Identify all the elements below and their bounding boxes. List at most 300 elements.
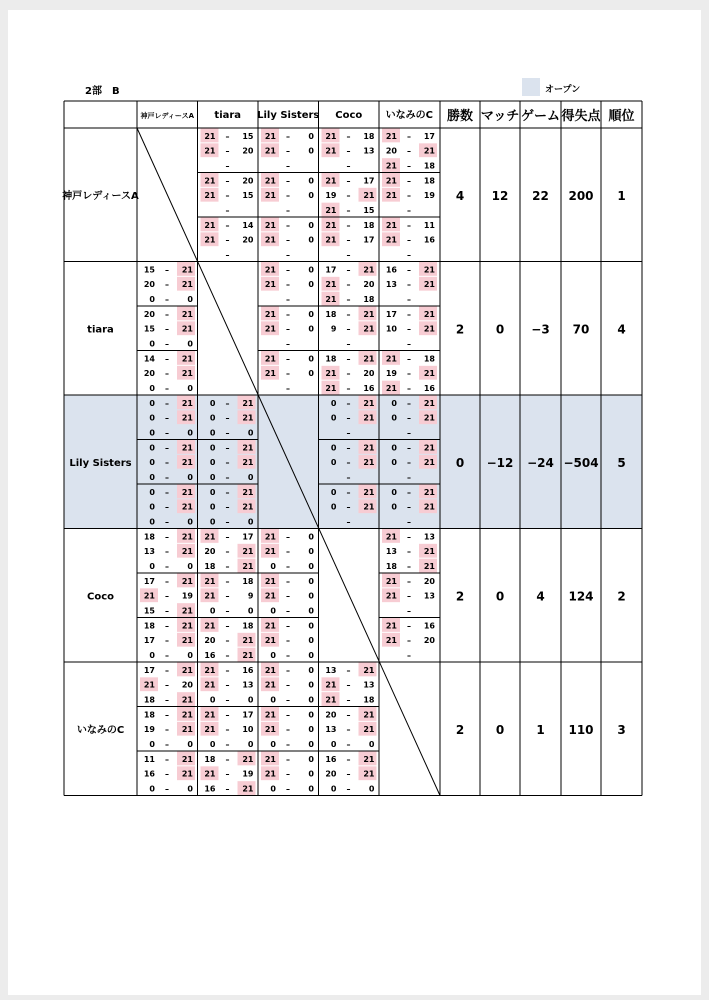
score-left: 17 xyxy=(143,665,155,675)
score-dash: – xyxy=(286,739,290,749)
stat-value: 0 xyxy=(495,322,505,337)
score-left: 20 xyxy=(204,547,216,557)
score-left: 9 xyxy=(330,324,337,334)
score-left: 21 xyxy=(325,280,337,290)
score-dash: – xyxy=(165,606,169,616)
score-right: 0 xyxy=(187,294,193,304)
score-dash: – xyxy=(286,769,290,779)
score-left: 21 xyxy=(264,532,276,542)
summary-header: 順位 xyxy=(608,109,635,124)
score-right: 21 xyxy=(242,547,254,557)
column-header: Lily Sisters xyxy=(257,110,320,121)
score-left: 0 xyxy=(391,487,397,497)
score-right: 21 xyxy=(181,398,193,408)
score-dash: – xyxy=(165,576,169,586)
score-right: 19 xyxy=(242,769,254,779)
score-left: 21 xyxy=(264,191,276,201)
stat-value: −504 xyxy=(563,455,599,470)
score-left: 19 xyxy=(143,725,155,735)
score-dash: – xyxy=(286,354,290,364)
score-dash: – xyxy=(286,205,290,215)
score-dash: – xyxy=(407,502,411,512)
score-dash: – xyxy=(286,695,290,705)
summary-header: 得失点 xyxy=(561,109,601,124)
score-left: 21 xyxy=(325,369,337,379)
score-dash: – xyxy=(286,339,290,349)
score-right: 13 xyxy=(363,680,375,690)
score-dash: – xyxy=(346,191,351,201)
score-dash: – xyxy=(225,161,230,171)
score-right: 21 xyxy=(363,502,375,512)
score-left: 21 xyxy=(204,146,216,156)
score-dash: – xyxy=(165,443,169,453)
score-dash: – xyxy=(407,354,411,364)
score-right: 0 xyxy=(308,754,314,764)
score-right: 21 xyxy=(423,413,435,423)
score-right: 21 xyxy=(181,354,193,364)
score-right: 21 xyxy=(181,606,193,616)
score-right: 9 xyxy=(247,591,254,601)
score-dash: – xyxy=(346,428,351,438)
score-dash: – xyxy=(407,205,411,215)
score-dash: – xyxy=(225,502,230,512)
score-dash: – xyxy=(286,710,290,720)
score-left: 16 xyxy=(204,650,216,660)
score-left: 21 xyxy=(204,621,216,631)
score-left: 20 xyxy=(143,309,155,319)
score-left: 0 xyxy=(330,739,337,749)
score-left: 20 xyxy=(385,146,397,156)
score-right: 0 xyxy=(308,680,314,690)
score-dash: – xyxy=(286,161,290,171)
score-dash: – xyxy=(407,383,411,393)
score-left: 21 xyxy=(264,725,276,735)
score-right: 20 xyxy=(363,369,375,379)
score-right: 0 xyxy=(308,547,314,557)
score-dash: – xyxy=(407,443,411,453)
score-dash: – xyxy=(346,383,351,393)
score-right: 21 xyxy=(242,443,254,453)
score-dash: – xyxy=(225,443,230,453)
score-left: 0 xyxy=(209,487,216,497)
score-right: 0 xyxy=(308,665,314,675)
score-left: 0 xyxy=(391,443,397,453)
score-right: 21 xyxy=(181,532,193,542)
score-left: 18 xyxy=(143,532,155,542)
score-left: 21 xyxy=(385,354,397,364)
score-right: 18 xyxy=(363,695,375,705)
score-right: 18 xyxy=(423,176,435,186)
column-header: Coco xyxy=(335,110,363,121)
score-right: 0 xyxy=(187,383,193,393)
score-left: 21 xyxy=(264,354,276,364)
score-dash: – xyxy=(407,191,411,201)
score-left: 21 xyxy=(325,146,337,156)
score-left: 21 xyxy=(204,665,216,675)
score-right: 21 xyxy=(181,487,193,497)
score-dash: – xyxy=(407,176,411,186)
score-dash: – xyxy=(346,176,351,186)
score-left: 21 xyxy=(264,665,276,675)
score-dash: – xyxy=(407,309,411,319)
score-left: 21 xyxy=(143,591,155,601)
score-right: 15 xyxy=(242,191,254,201)
score-left: 21 xyxy=(204,710,216,720)
score-left: 21 xyxy=(264,265,276,275)
score-right: 21 xyxy=(242,784,254,794)
score-dash: – xyxy=(286,591,290,601)
score-left: 21 xyxy=(385,131,397,141)
score-dash: – xyxy=(225,398,230,408)
score-left: 19 xyxy=(385,369,397,379)
score-left: 21 xyxy=(264,769,276,779)
score-dash: – xyxy=(165,710,169,720)
score-right: 21 xyxy=(181,621,193,631)
score-dash: – xyxy=(225,591,230,601)
score-left: 0 xyxy=(209,428,216,438)
score-right: 21 xyxy=(363,710,375,720)
score-left: 0 xyxy=(209,502,216,512)
row-header: 神戸レディースA xyxy=(62,190,139,202)
score-right: 0 xyxy=(308,561,314,571)
score-left: 0 xyxy=(270,784,276,794)
score-left: 20 xyxy=(143,280,155,290)
score-right: 21 xyxy=(181,502,193,512)
score-right: 21 xyxy=(423,443,435,453)
score-dash: – xyxy=(286,754,290,764)
score-dash: – xyxy=(165,487,169,497)
score-left: 21 xyxy=(385,176,397,186)
score-right: 21 xyxy=(242,458,254,468)
score-dash: – xyxy=(165,339,169,349)
score-dash: – xyxy=(165,354,169,364)
score-right: 21 xyxy=(423,547,435,557)
score-left: 0 xyxy=(149,383,155,393)
score-right: 15 xyxy=(242,131,254,141)
score-left: 16 xyxy=(204,784,216,794)
score-dash: – xyxy=(346,472,351,482)
score-left: 21 xyxy=(204,576,216,586)
score-dash: – xyxy=(286,176,290,186)
score-dash: – xyxy=(225,517,230,527)
score-dash: – xyxy=(407,636,411,646)
score-dash: – xyxy=(225,250,230,260)
score-right: 20 xyxy=(242,176,254,186)
legend-label: オープン xyxy=(545,85,581,95)
score-dash: – xyxy=(407,517,411,527)
score-right: 21 xyxy=(181,443,193,453)
score-left: 0 xyxy=(149,472,155,482)
row-header: tiara xyxy=(87,324,114,336)
stat-value: 200 xyxy=(568,188,594,203)
score-dash: – xyxy=(225,665,230,675)
score-right: 18 xyxy=(423,354,435,364)
score-dash: – xyxy=(407,621,411,631)
score-dash: – xyxy=(346,725,351,735)
score-right: 21 xyxy=(181,710,193,720)
score-left: 10 xyxy=(385,324,397,334)
score-dash: – xyxy=(165,294,169,304)
summary-header: 勝数 xyxy=(446,109,474,124)
score-left: 21 xyxy=(143,680,155,690)
score-dash: – xyxy=(407,235,411,245)
score-dash: – xyxy=(346,369,351,379)
score-right: 11 xyxy=(423,220,435,230)
score-dash: – xyxy=(225,532,230,542)
score-left: 0 xyxy=(330,487,337,497)
score-dash: – xyxy=(225,131,230,141)
score-dash: – xyxy=(346,517,351,527)
score-left: 16 xyxy=(385,265,397,275)
score-right: 18 xyxy=(363,294,375,304)
score-right: 10 xyxy=(242,725,254,735)
score-left: 0 xyxy=(209,458,216,468)
score-dash: – xyxy=(165,547,169,557)
score-left: 18 xyxy=(143,710,155,720)
row-header: いなみのC xyxy=(76,724,125,736)
score-right: 21 xyxy=(363,458,375,468)
score-right: 0 xyxy=(308,576,314,586)
score-dash: – xyxy=(165,650,169,660)
score-right: 0 xyxy=(308,739,314,749)
score-right: 21 xyxy=(181,458,193,468)
score-right: 21 xyxy=(363,309,375,319)
score-dash: – xyxy=(346,161,351,171)
score-dash: – xyxy=(346,265,351,275)
score-right: 21 xyxy=(423,280,435,290)
score-dash: – xyxy=(407,339,411,349)
stat-value: 70 xyxy=(572,322,590,337)
score-left: 0 xyxy=(149,517,155,527)
score-dash: – xyxy=(346,665,351,675)
score-left: 21 xyxy=(325,294,337,304)
score-dash: – xyxy=(165,472,169,482)
score-dash: – xyxy=(165,591,169,601)
stat-value: 0 xyxy=(455,455,465,470)
score-left: 21 xyxy=(385,161,397,171)
score-dash: – xyxy=(407,250,411,260)
score-dash: – xyxy=(225,191,230,201)
score-dash: – xyxy=(346,354,351,364)
score-left: 21 xyxy=(204,532,216,542)
score-right: 21 xyxy=(242,561,254,571)
score-right: 21 xyxy=(242,398,254,408)
score-right: 21 xyxy=(423,561,435,571)
score-left: 0 xyxy=(391,502,397,512)
score-dash: – xyxy=(225,220,230,230)
stat-value: 0 xyxy=(495,589,505,604)
score-right: 21 xyxy=(242,502,254,512)
score-left: 0 xyxy=(149,561,155,571)
column-header: tiara xyxy=(214,110,242,121)
score-dash: – xyxy=(286,294,290,304)
score-dash: – xyxy=(286,383,290,393)
score-right: 16 xyxy=(423,383,435,393)
score-left: 0 xyxy=(209,443,216,453)
score-right: 21 xyxy=(181,324,193,334)
score-dash: – xyxy=(346,487,351,497)
score-left: 0 xyxy=(149,650,155,660)
score-right: 21 xyxy=(242,413,254,423)
score-right: 21 xyxy=(423,502,435,512)
score-dash: – xyxy=(346,294,351,304)
score-dash: – xyxy=(165,665,169,675)
score-right: 0 xyxy=(247,606,254,616)
score-dash: – xyxy=(346,502,351,512)
score-right: 20 xyxy=(242,235,254,245)
score-dash: – xyxy=(407,265,411,275)
score-left: 0 xyxy=(149,294,155,304)
score-dash: – xyxy=(286,621,290,631)
score-right: 17 xyxy=(363,235,375,245)
stat-value: 4 xyxy=(536,589,545,604)
score-left: 17 xyxy=(143,576,155,586)
score-left: 18 xyxy=(325,354,337,364)
score-dash: – xyxy=(225,547,230,557)
score-dash: – xyxy=(286,665,290,675)
score-right: 0 xyxy=(308,369,314,379)
stat-value: −12 xyxy=(486,455,514,470)
score-left: 0 xyxy=(209,695,216,705)
score-dash: – xyxy=(225,769,230,779)
score-dash: – xyxy=(286,547,290,557)
score-right: 21 xyxy=(363,265,375,275)
score-dash: – xyxy=(346,443,351,453)
score-dash: – xyxy=(286,576,290,586)
score-dash: – xyxy=(165,680,169,690)
score-right: 18 xyxy=(242,576,254,586)
score-right: 13 xyxy=(363,146,375,156)
score-dash: – xyxy=(165,428,169,438)
score-dash: – xyxy=(165,561,169,571)
score-right: 21 xyxy=(181,369,193,379)
score-left: 0 xyxy=(149,502,155,512)
score-right: 0 xyxy=(308,191,314,201)
score-dash: – xyxy=(225,695,230,705)
score-right: 16 xyxy=(242,665,254,675)
score-right: 0 xyxy=(308,636,314,646)
score-dash: – xyxy=(346,146,351,156)
score-left: 0 xyxy=(330,398,337,408)
score-dash: – xyxy=(346,398,351,408)
score-dash: – xyxy=(286,680,290,690)
score-right: 21 xyxy=(242,650,254,660)
score-dash: – xyxy=(407,161,411,171)
score-left: 18 xyxy=(385,561,397,571)
score-dash: – xyxy=(286,235,290,245)
score-left: 20 xyxy=(325,769,337,779)
score-dash: – xyxy=(407,532,411,542)
score-dash: – xyxy=(346,739,351,749)
score-left: 0 xyxy=(270,695,276,705)
score-dash: – xyxy=(165,369,169,379)
score-left: 0 xyxy=(209,606,216,616)
score-right: 21 xyxy=(181,636,193,646)
score-left: 18 xyxy=(325,309,337,319)
score-right: 16 xyxy=(423,621,435,631)
score-dash: – xyxy=(225,458,230,468)
score-right: 21 xyxy=(363,665,375,675)
score-dash: – xyxy=(165,636,169,646)
score-right: 0 xyxy=(247,695,254,705)
score-left: 13 xyxy=(385,547,397,557)
score-right: 18 xyxy=(363,220,375,230)
score-dash: – xyxy=(225,710,230,720)
score-right: 0 xyxy=(187,472,193,482)
score-dash: – xyxy=(407,369,411,379)
score-right: 21 xyxy=(363,487,375,497)
score-dash: – xyxy=(286,636,290,646)
score-dash: – xyxy=(286,650,290,660)
score-left: 0 xyxy=(149,413,155,423)
score-right: 21 xyxy=(363,324,375,334)
score-left: 15 xyxy=(143,324,155,334)
score-right: 0 xyxy=(308,621,314,631)
score-left: 21 xyxy=(325,235,337,245)
score-dash: – xyxy=(346,769,351,779)
score-right: 0 xyxy=(368,784,375,794)
score-dash: – xyxy=(225,680,230,690)
score-left: 13 xyxy=(385,280,397,290)
score-dash: – xyxy=(165,309,169,319)
score-dash: – xyxy=(346,205,351,215)
score-right: 0 xyxy=(308,309,314,319)
score-left: 21 xyxy=(264,369,276,379)
score-right: 21 xyxy=(181,547,193,557)
score-left: 0 xyxy=(209,472,216,482)
score-left: 21 xyxy=(325,383,337,393)
score-right: 21 xyxy=(423,487,435,497)
score-left: 0 xyxy=(391,398,397,408)
score-dash: – xyxy=(225,205,230,215)
score-left: 21 xyxy=(325,680,337,690)
score-dash: – xyxy=(286,131,290,141)
score-left: 21 xyxy=(264,754,276,764)
score-right: 14 xyxy=(242,220,254,230)
score-right: 0 xyxy=(187,561,193,571)
score-right: 0 xyxy=(308,591,314,601)
score-dash: – xyxy=(165,502,169,512)
score-right: 20 xyxy=(181,680,193,690)
score-right: 21 xyxy=(242,636,254,646)
score-dash: – xyxy=(346,458,351,468)
score-left: 21 xyxy=(204,725,216,735)
score-left: 15 xyxy=(143,606,155,616)
score-right: 0 xyxy=(247,428,254,438)
score-right: 17 xyxy=(363,176,375,186)
score-right: 17 xyxy=(242,532,254,542)
score-right: 18 xyxy=(363,131,375,141)
score-left: 20 xyxy=(325,710,337,720)
score-dash: – xyxy=(165,784,169,794)
stat-value: 22 xyxy=(532,188,549,203)
score-right: 21 xyxy=(181,576,193,586)
score-dash: – xyxy=(346,131,351,141)
score-right: 21 xyxy=(423,265,435,275)
score-dash: – xyxy=(225,725,230,735)
score-dash: – xyxy=(407,398,411,408)
score-dash: – xyxy=(407,294,411,304)
score-left: 21 xyxy=(385,576,397,586)
score-dash: – xyxy=(346,784,351,794)
score-left: 0 xyxy=(149,458,155,468)
score-right: 0 xyxy=(308,725,314,735)
score-dash: – xyxy=(346,309,351,319)
score-left: 21 xyxy=(385,235,397,245)
score-left: 14 xyxy=(143,354,155,364)
score-left: 18 xyxy=(204,754,216,764)
score-right: 20 xyxy=(363,280,375,290)
